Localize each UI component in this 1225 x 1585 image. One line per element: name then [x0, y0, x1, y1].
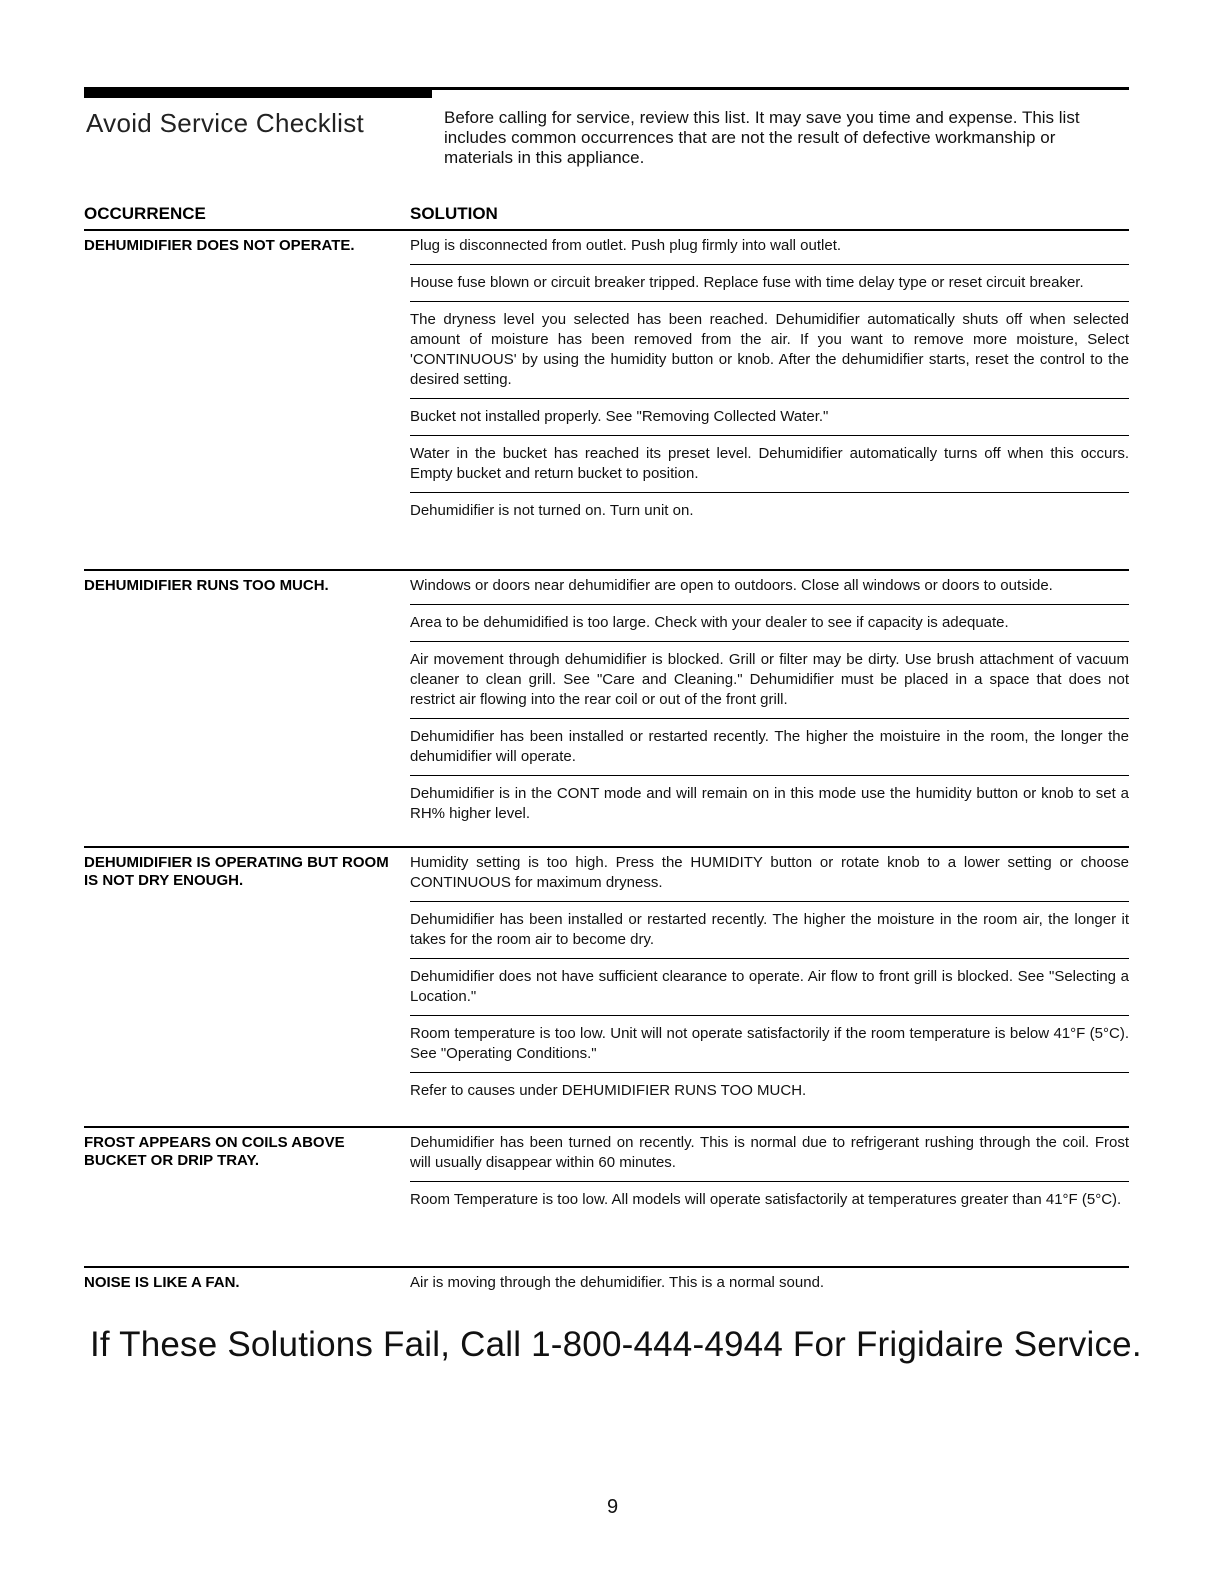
checklist-group [84, 846, 1129, 1126]
header-rule [84, 87, 1129, 90]
solution-item: Dehumidifier does not have sufficient clearance to operate. Air flow to front grill is blocked. See "Selecting a Location." [410, 958, 1129, 1015]
solution-item: Water in the bucket has reached its preset level. Dehumidifier automatically turns off when this occurs. Empty bucket and return bucket to position. [410, 435, 1129, 492]
checklist-group [84, 229, 1129, 569]
solution-column-heading: SOLUTION [410, 204, 498, 223]
checklist-group [84, 569, 1129, 846]
occurrence-label: DEHUMIDIFIER DOES NOT OPERATE. [84, 237, 355, 254]
solution-item: Air movement through dehumidifier is blocked. Grill or filter may be dirty. Use brush attachment of vacuum cleaner to clean grill. See "Care and Cleaning." Dehumidifier must be placed in a space that does not restrict air flowing into the rear coil or out of the front grill. [410, 641, 1129, 718]
occurrence-column-heading: OCCURRENCE [84, 204, 206, 223]
occurrence-label: NOISE IS LIKE A FAN. [84, 1274, 240, 1291]
occurrence-label: FROST APPEARS ON COILS ABOVE BUCKET OR DRIP TRAY. [84, 1134, 345, 1169]
solution-item: Humidity setting is too high. Press the HUMIDITY button or rotate knob to a lower setting or choose CONTINUOUS for maximum dryness. [410, 854, 1129, 891]
solution-item: Dehumidifier is not turned on. Turn unit on. [410, 492, 1129, 529]
solution-item: Bucket not installed properly. See "Removing Collected Water." [410, 398, 1129, 435]
page-title: Avoid Service Checklist [86, 108, 365, 138]
checklist-table [84, 229, 1129, 1301]
solution-item: Dehumidifier has been turned on recently. This is normal due to refrigerant rushing through the coil. Frost will usually disappear within 60 minutes. [410, 1134, 1129, 1171]
solution-list [410, 848, 1129, 1126]
intro-paragraph: Before calling for service, review this list. It may save you time and expense. This list includes common occurrences that are not the result of defective workmanship or materials in this appliance. [444, 108, 1080, 167]
solution-list [410, 1268, 1129, 1301]
solution-item: Room Temperature is too low. All models will operate satisfactorily at temperatures greater than 41°F (5°C). [410, 1181, 1129, 1218]
checklist-group [84, 1126, 1129, 1266]
solution-list [410, 231, 1129, 569]
occurrence-label: DEHUMIDIFIER RUNS TOO MUCH. [84, 577, 329, 594]
solution-item: House fuse blown or circuit breaker tripped. Replace fuse with time delay type or reset circuit breaker. [410, 264, 1129, 301]
solution-item: Air is moving through the dehumidifier. This is a normal sound. [410, 1274, 825, 1291]
solution-item: The dryness level you selected has been reached. Dehumidifier automatically shuts off when selected amount of moisture has been removed from the air. If you want to remove more moisture, Select 'CONTINUOUS' by using the humidity button or knob. After the dehumidifier starts, reset the control to the desired setting. [410, 301, 1129, 398]
solution-item: Plug is disconnected from outlet. Push plug firmly into wall outlet. [410, 237, 842, 254]
solution-list [410, 1128, 1129, 1266]
solution-list [410, 571, 1129, 846]
solution-item: Dehumidifier is in the CONT mode and will remain on in this mode use the humidity button or knob to set a RH% higher level. [410, 775, 1129, 832]
solution-item: Dehumidifier has been installed or restarted recently. The higher the moisture in the room air, the longer it takes for the room air to become dry. [410, 901, 1129, 958]
checklist-group [84, 1266, 1129, 1301]
solution-item: Dehumidifier has been installed or restarted recently. The higher the moistuire in the room, the longer the dehumidifier will operate. [410, 718, 1129, 775]
page-number: 9 [606, 1496, 619, 1518]
solution-item: Windows or doors near dehumidifier are open to outdoors. Close all windows or doors to outside. [410, 577, 1053, 594]
solution-item: Refer to causes under DEHUMIDIFIER RUNS TOO MUCH. [410, 1072, 1129, 1109]
solution-item: Room temperature is too low. Unit will not operate satisfactorily if the room temperature is below 41°F (5°C). See "Operating Conditions." [410, 1015, 1129, 1072]
occurrence-label: DEHUMIDIFIER IS OPERATING BUT ROOM IS NOT DRY ENOUGH. [84, 854, 389, 889]
service-call-line: If These Solutions Fail, Call 1-800-444-4944 For Frigidaire Service. [90, 1325, 1142, 1364]
solution-item: Area to be dehumidified is too large. Check with your dealer to see if capacity is adequate. [410, 604, 1129, 641]
